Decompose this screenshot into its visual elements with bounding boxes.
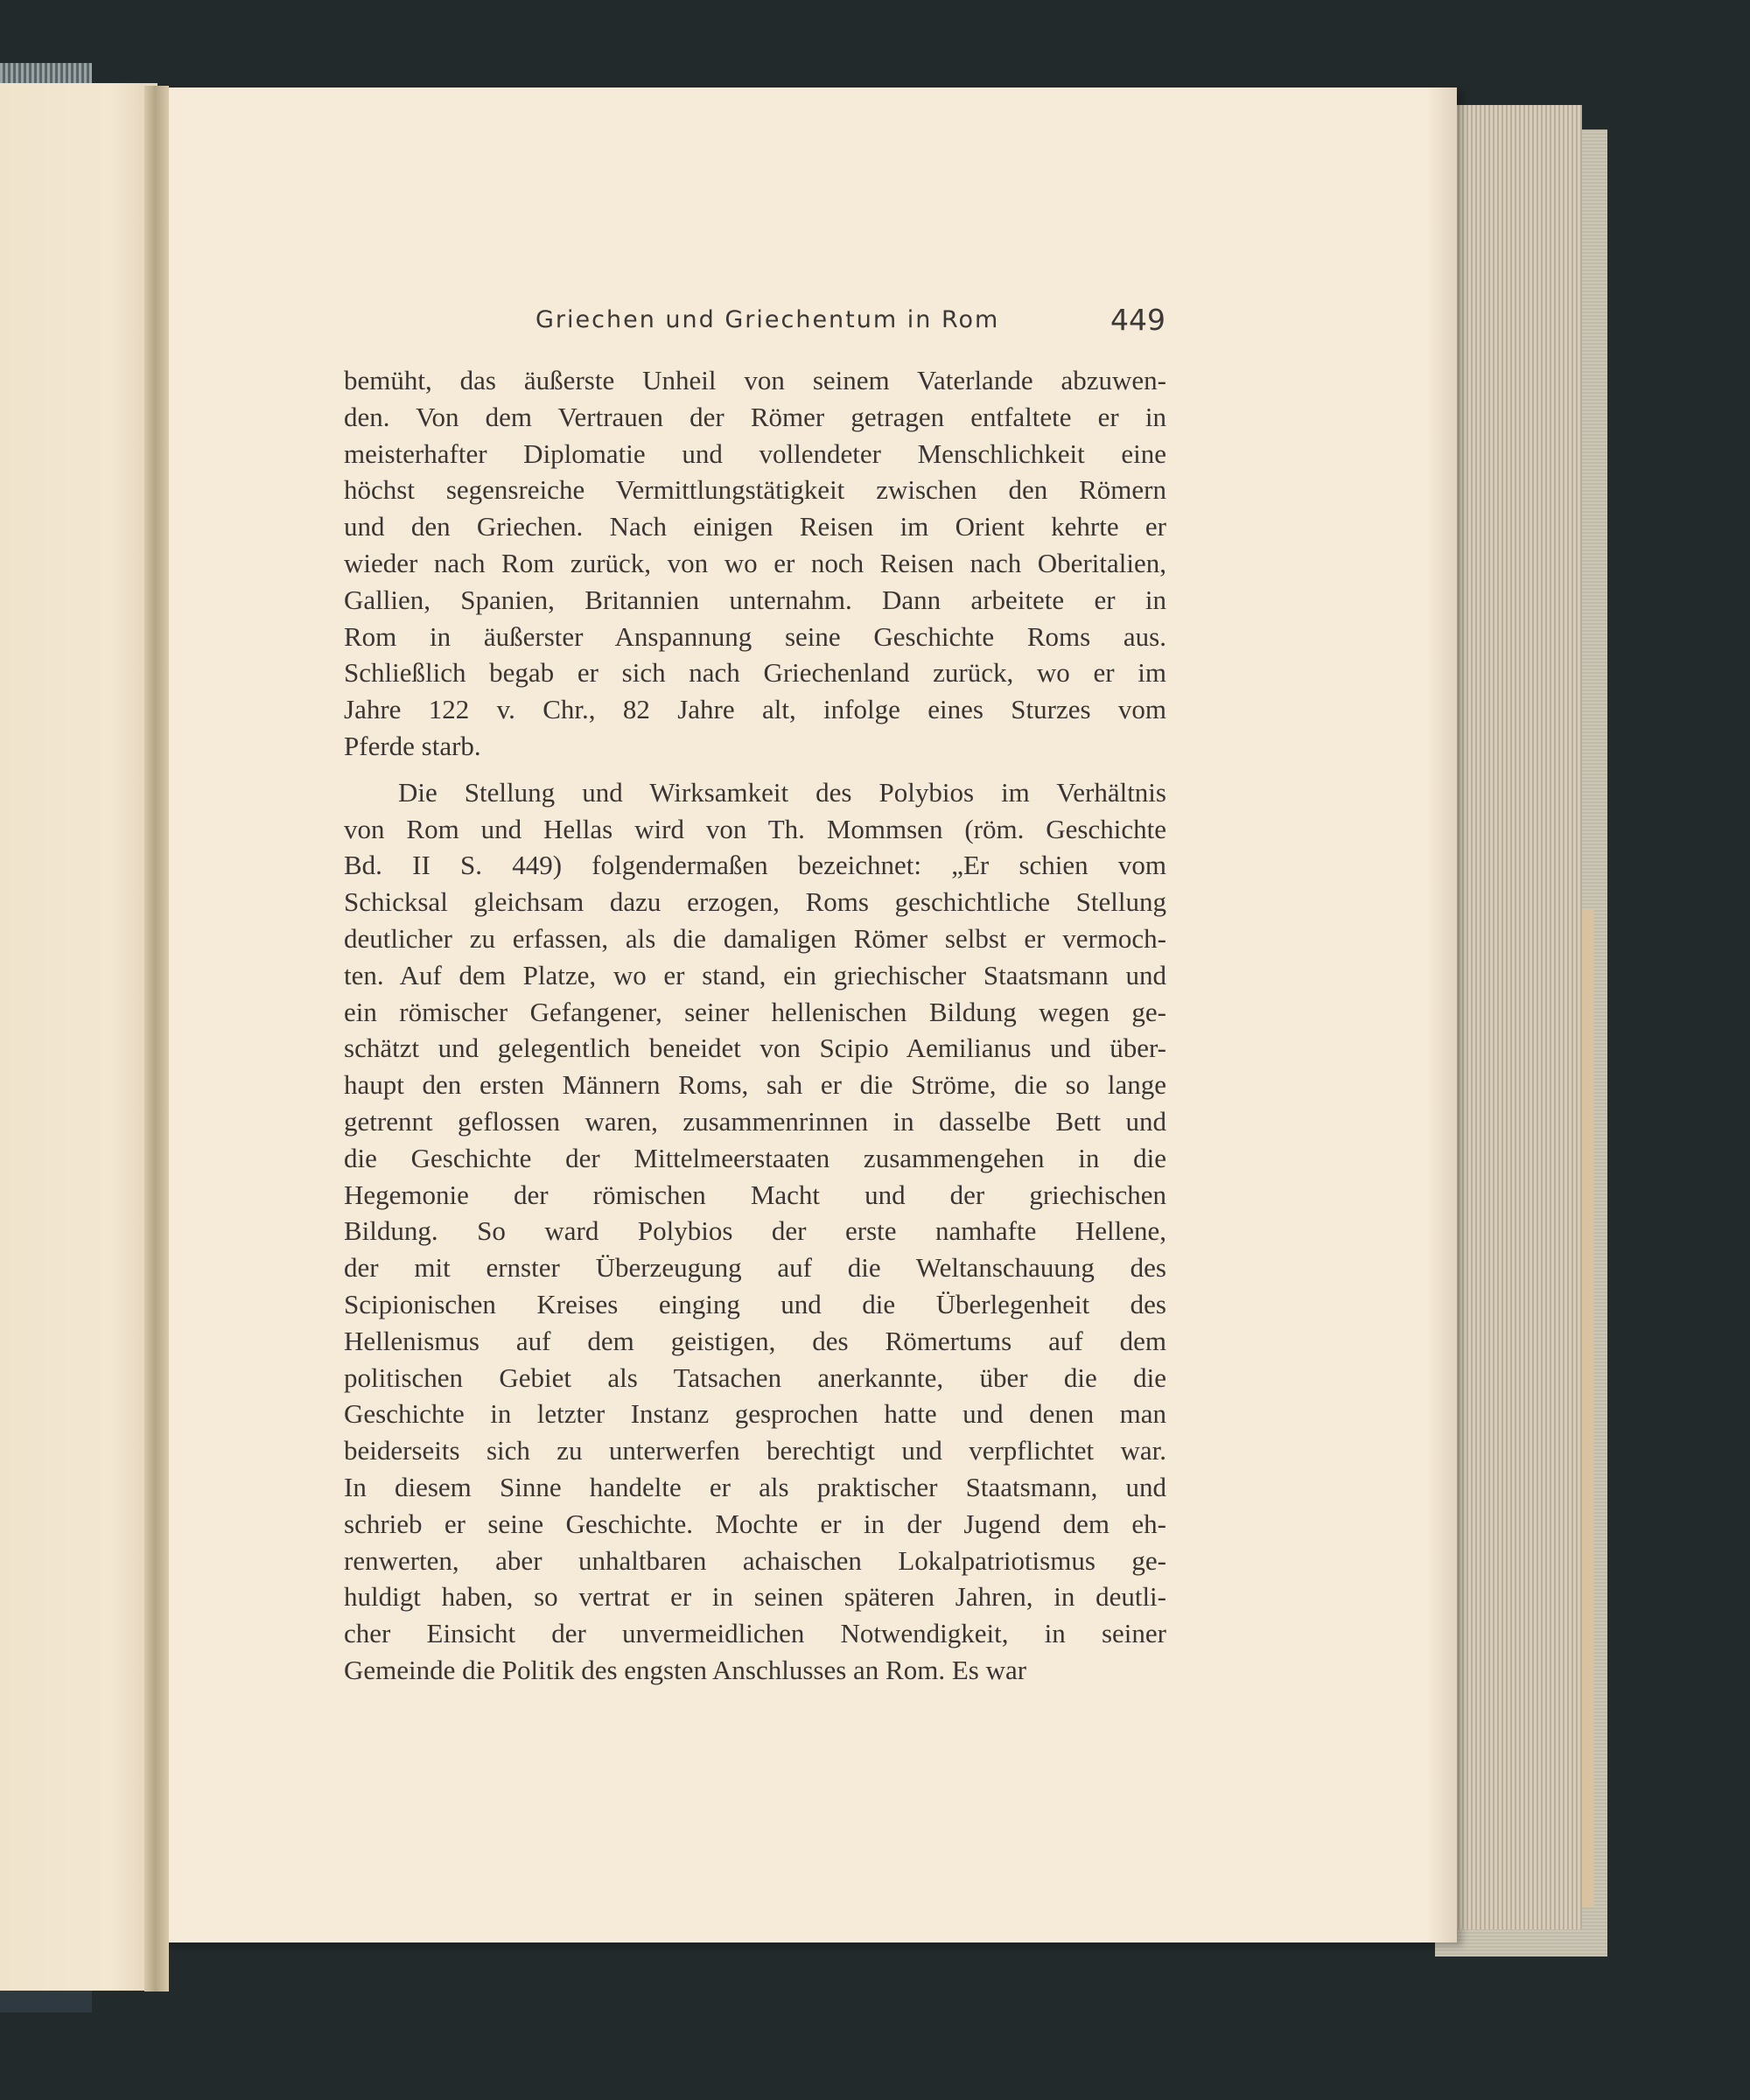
text-line: In diesem Sinne handelte er als praktischer Staatsmann, und [344, 1471, 1166, 1502]
text-line: schätzt und gelegentlich beneidet von Scipio Aemilianus und über- [344, 1032, 1166, 1064]
text-line: wieder nach Rom zurück, von wo er noch Reisen nach Oberitalien, [344, 547, 1166, 578]
text-line: Gallien, Spanien, Britannien unternahm. Dann arbeitete er in [344, 584, 1166, 615]
paragraph [344, 362, 1166, 765]
text-line: huldigt haben, so vertrat er in seinen späteren Jahren, in deutli- [344, 1581, 1166, 1613]
text-line: cher Einsicht der unvermeidlichen Notwendigkeit, in seiner [344, 1618, 1166, 1649]
text-line: Geschichte in letzter Instanz gesprochen hatte und denen man [344, 1398, 1166, 1430]
text-line: schrieb er seine Geschichte. Mochte er in der Jugend dem eh- [344, 1508, 1166, 1539]
running-header [536, 303, 1166, 346]
right-page-edge-shade [1426, 88, 1457, 1942]
text-line: Die Stellung und Wirksamkeit des Polybios im Verhältnis [398, 776, 1166, 808]
text-line: Hegemonie der römischen Macht und der griechischen [344, 1179, 1166, 1210]
text-line: Schließlich begab er sich nach Griechenland zurück, wo er im [344, 657, 1166, 689]
text-line: Bildung. So ward Polybios der erste namhafte Hellene, [344, 1215, 1166, 1247]
text-line: Hellenismus auf dem geistigen, des Römertums auf dem [344, 1325, 1166, 1356]
text-line: höchst segensreiche Vermittlungstätigkeit zwischen den Römern [344, 474, 1166, 506]
paragraph [344, 774, 1166, 1689]
text-line: der mit ernster Überzeugung auf die Weltanschauung des [344, 1252, 1166, 1284]
text-line: ein römischer Gefangener, seiner hellenischen Bildung wegen ge- [344, 996, 1166, 1027]
text-line: deutlicher zu erfassen, als die damaligen Römer selbst er vermoch- [344, 922, 1166, 954]
text-line: Gemeinde die Politik des engsten Anschlusses an Rom. Es war [344, 1654, 1027, 1685]
page-number: 449 [1110, 303, 1166, 337]
text-line: renwerten, aber unhaltbaren achaischen Lokalpatriotismus ge- [344, 1544, 1166, 1576]
running-title: Griechen und Griechentum in Rom [536, 306, 1000, 333]
body-text [344, 362, 1166, 1689]
text-line: bemüht, das äußerste Unheil von seinem Vaterlande abzuwen- [344, 365, 1166, 396]
text-line: die Geschichte der Mittelmeerstaaten zusammengehen in die [344, 1142, 1166, 1173]
text-line: ten. Auf dem Platze, wo er stand, ein griechischer Staatsmann und [344, 959, 1166, 990]
text-line: von Rom und Hellas wird von Th. Mommsen (röm. Geschichte [344, 813, 1166, 844]
text-line: haupt den ersten Männern Roms, sah er die Ströme, die so lange [344, 1069, 1166, 1101]
book-gutter [144, 86, 169, 1992]
text-line: Bd. II S. 449) folgendermaßen bezeichnet: „Er schien vom [344, 850, 1166, 881]
text-line: beiderseits sich zu unterwerfen berechtigt und verpflichtet war. [344, 1435, 1166, 1466]
page-block-edge [1451, 105, 1582, 1929]
text-line: Pferde starb. [344, 730, 481, 761]
text-line: und den Griechen. Nach einigen Reisen im Orient kehrte er [344, 511, 1166, 542]
text-line: den. Von dem Vertrauen der Römer getragen entfaltete er in [344, 401, 1166, 432]
text-line: Scipionischen Kreises einging und die Überlegenheit des [344, 1288, 1166, 1320]
text-line: Jahre 122 v. Chr., 82 Jahre alt, infolge eines Sturzes vom [344, 694, 1166, 725]
text-line: meisterhafter Diplomatie und vollendeter Menschlichkeit eine [344, 438, 1166, 469]
text-line: Schicksal gleichsam dazu erzogen, Roms geschichtliche Stellung [344, 886, 1166, 918]
text-line: Rom in äußerster Anspannung seine Geschichte Roms aus. [344, 620, 1166, 652]
text-line: politischen Gebiet als Tatsachen anerkannte, über die die [344, 1362, 1166, 1393]
text-line: getrennt geflossen waren, zusammenrinnen in dasselbe Bett und [344, 1105, 1166, 1137]
left-page [0, 83, 158, 1991]
page-block-tab [1582, 910, 1594, 1908]
